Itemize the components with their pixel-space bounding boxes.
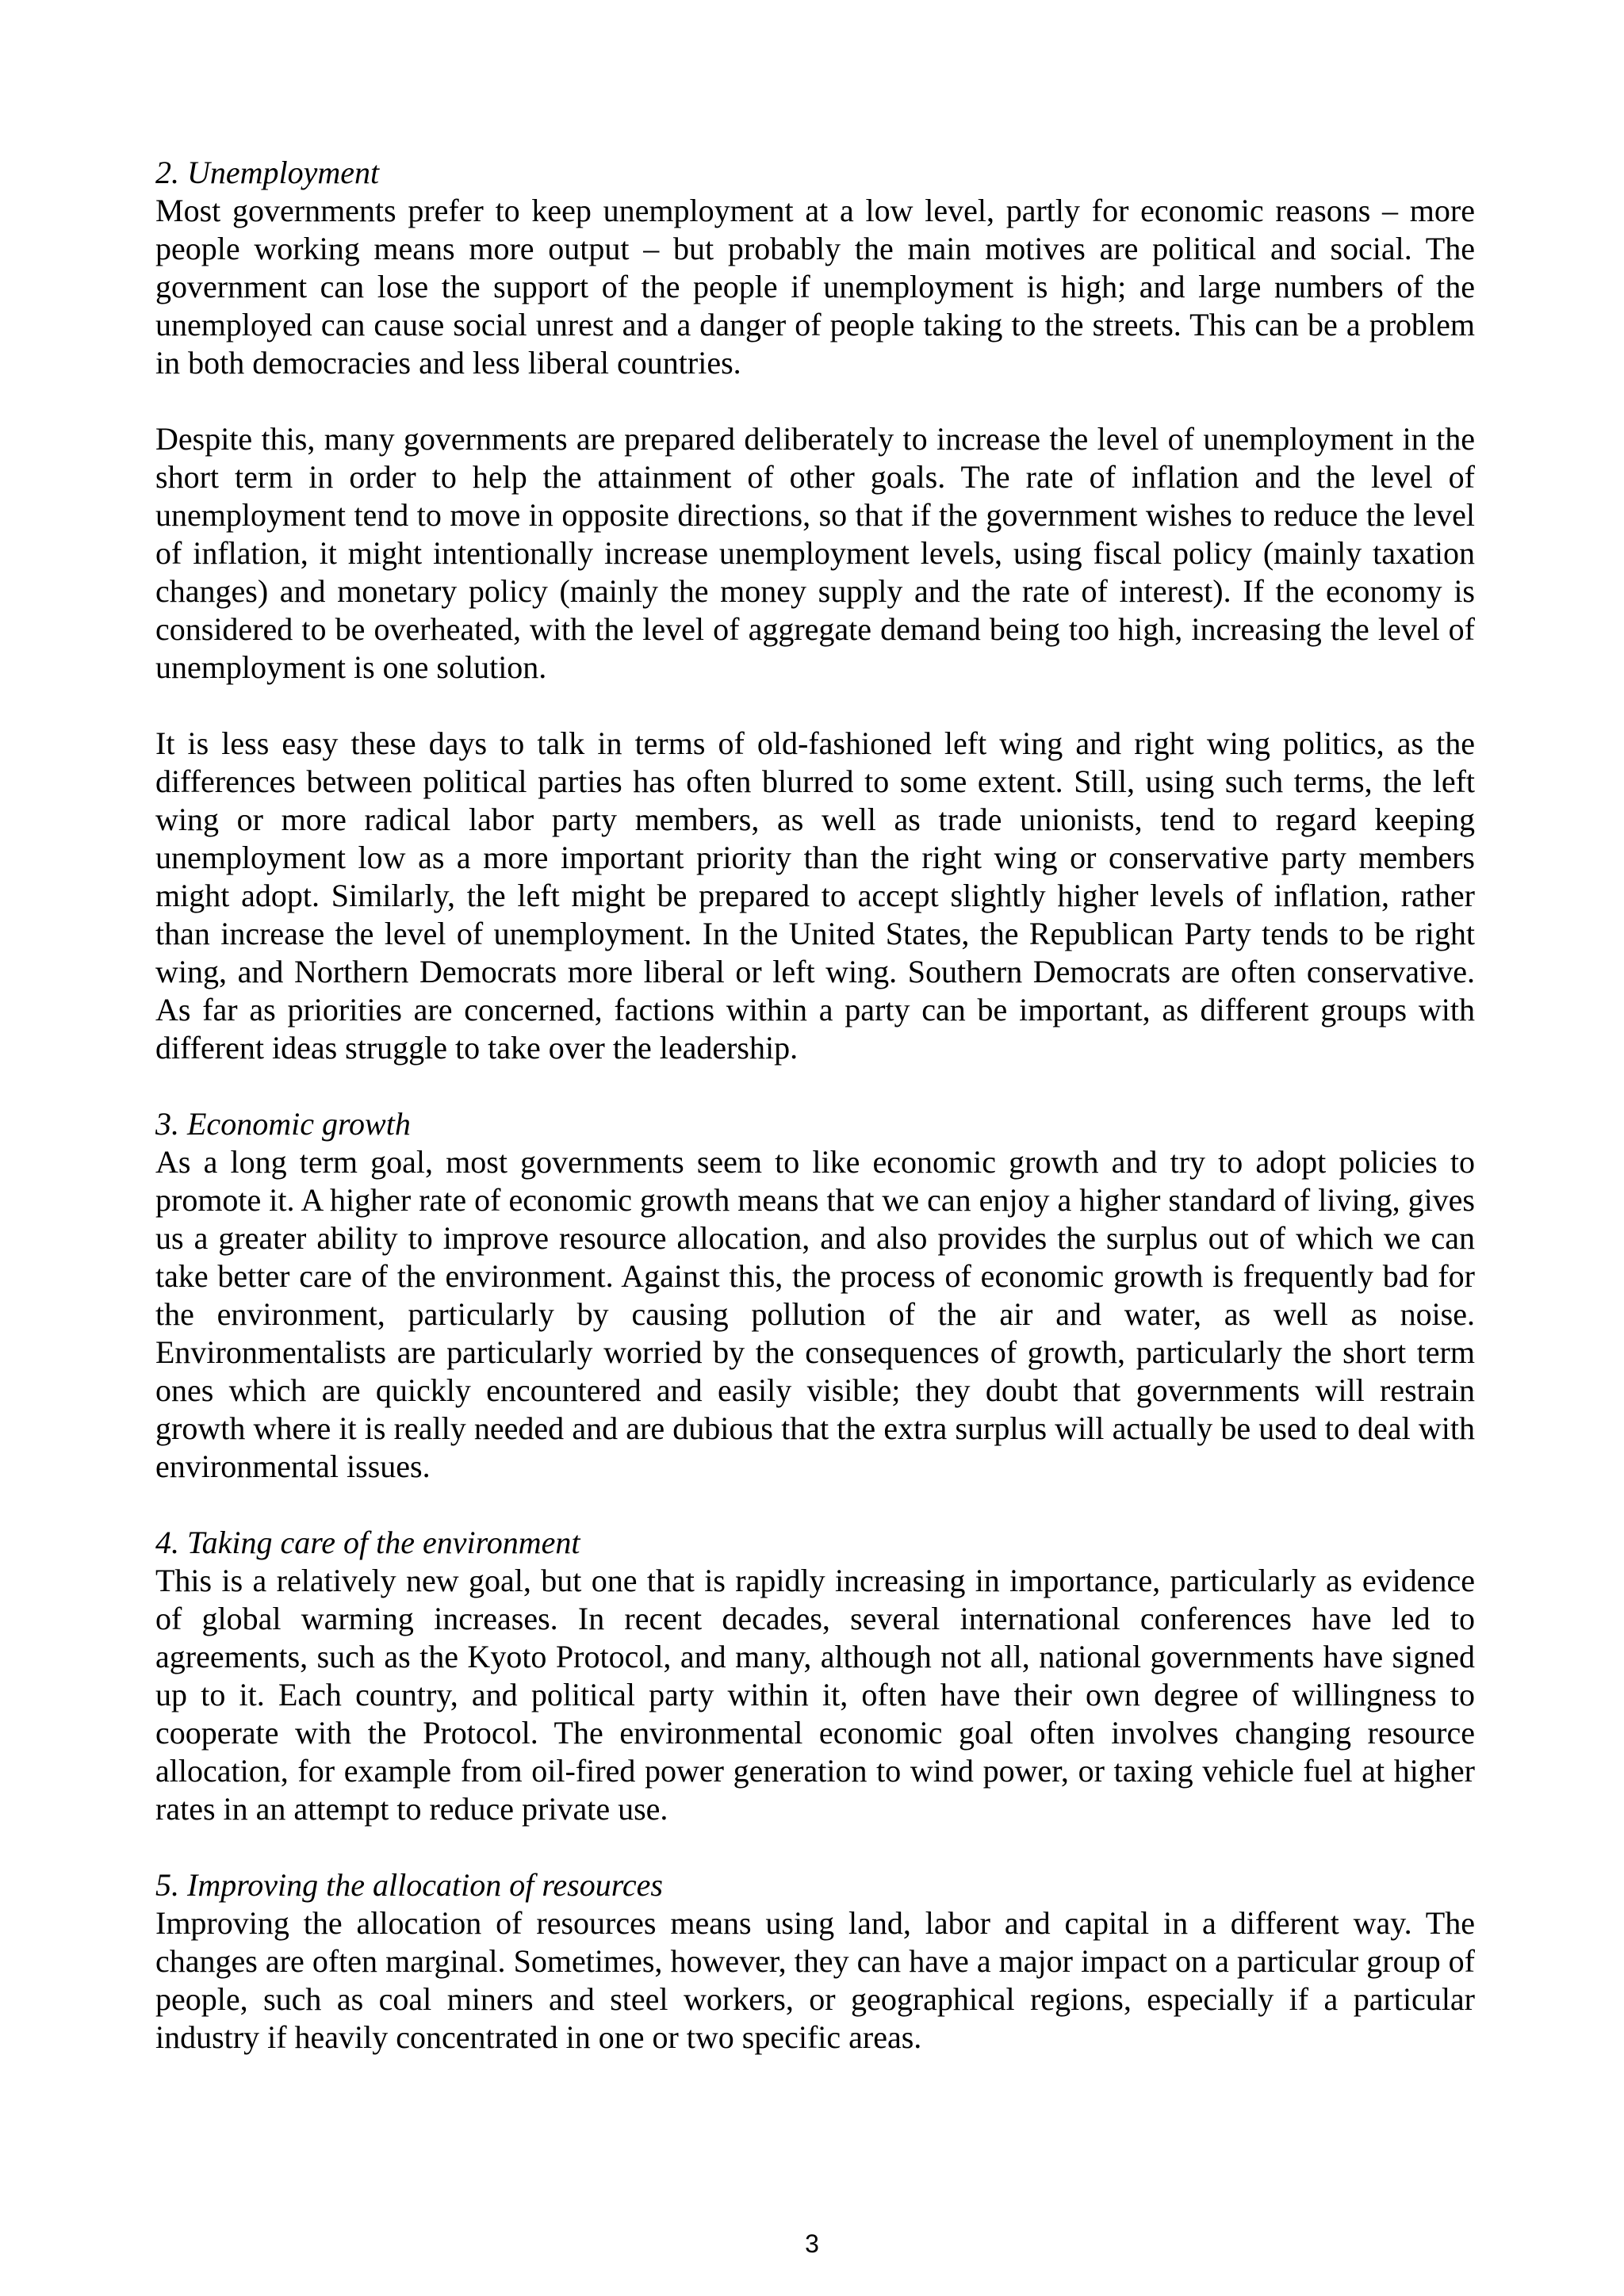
- section-heading: 2. Unemployment: [155, 155, 380, 190]
- section-economic-growth: [155, 1105, 1475, 1486]
- section-heading: 5. Improving the allocation of resources: [155, 1867, 663, 1903]
- page-number: 3: [805, 2229, 819, 2258]
- paragraph: This is a relatively new goal, but one that is rapidly increasing in importance, particularly as evidence of global warming increases. In recent decades, several international conferences have led to agreements, such as the Kyoto Protocol, and many, although not all, national governments have signed up to it. Each country, and political party within it, often have their own degree of willingness to cooperate with the Protocol. The environmental economic goal often involves changing resource allocation, for example from oil-fired power generation to wind power, or taxing vehicle fuel at higher rates in an attempt to reduce private use.: [155, 1563, 1475, 1827]
- paragraph: As a long term goal, most governments seem to like economic growth and try to adopt policies to promote it. A higher rate of economic growth means that we can enjoy a higher standard of living, gives us a greater ability to improve resource allocation, and also provides the surplus out of which we can take better care of the environment. Against this, the process of economic growth is frequently bad for the environment, particularly by causing pollution of the air and water, as well as noise. Environmentalists are particularly worried by the consequences of growth, particularly the short term ones which are quickly encountered and easily visible; they doubt that governments will restrain growth where it is really needed and are dubious that the extra surplus will actually be used to deal with environmental issues.: [155, 1144, 1475, 1484]
- section-heading: 3. Economic growth: [155, 1106, 411, 1142]
- paragraph: Improving the allocation of resources means using land, labor and capital in a different way. The changes are often marginal. Sometimes, however, they can have a major impact on a particular group of people, such as coal miners and steel workers, or geographical regions, especially if a particular industry if heavily concentrated in one or two specific areas.: [155, 1905, 1475, 2055]
- paragraph: Despite this, many governments are prepared deliberately to increase the level of unemployment in the short term in order to help the attainment of other goals. The rate of inflation and the level of unemployment tend to move in opposite directions, so that if the government wishes to reduce the level of inflation, it might intentionally increase unemployment levels, using fiscal policy (mainly taxation changes) and monetary policy (mainly the money supply and the rate of interest). If the economy is considered to be overheated, with the level of aggregate demand being too high, increasing the level of unemployment is one solution.: [155, 421, 1475, 685]
- section-heading: 4. Taking care of the environment: [155, 1525, 580, 1560]
- section-unemployment: [155, 154, 1475, 1067]
- section-resource-allocation: [155, 1866, 1475, 2057]
- section-environment: [155, 1524, 1475, 1828]
- paragraph: Most governments prefer to keep unemployment at a low level, partly for economic reasons – more people working means more output – but probably the main motives are political and social. The government can lose the support of the people if unemployment is high; and large numbers of the unemployed can cause social unrest and a danger of people taking to the streets. This can be a problem in both democracies and less liberal countries.: [155, 193, 1475, 381]
- document-page: [155, 154, 1475, 2057]
- paragraph: It is less easy these days to talk in terms of old-fashioned left wing and right wing politics, as the differences between political parties has often blurred to some extent. Still, using such terms, the left wing or more radical labor party members, as well as trade unionists, tend to regard keeping unemployment low as a more important priority than the right wing or conservative party members might adopt. Similarly, the left might be prepared to accept slightly higher levels of inflation, rather than increase the level of unemployment. In the United States, the Republican Party tends to be right wing, and Northern Democrats more liberal or left wing. Southern Democrats are often conservative. As far as priorities are concerned, factions within a party can be important, as different groups with different ideas struggle to take over the leadership.: [155, 725, 1475, 1066]
